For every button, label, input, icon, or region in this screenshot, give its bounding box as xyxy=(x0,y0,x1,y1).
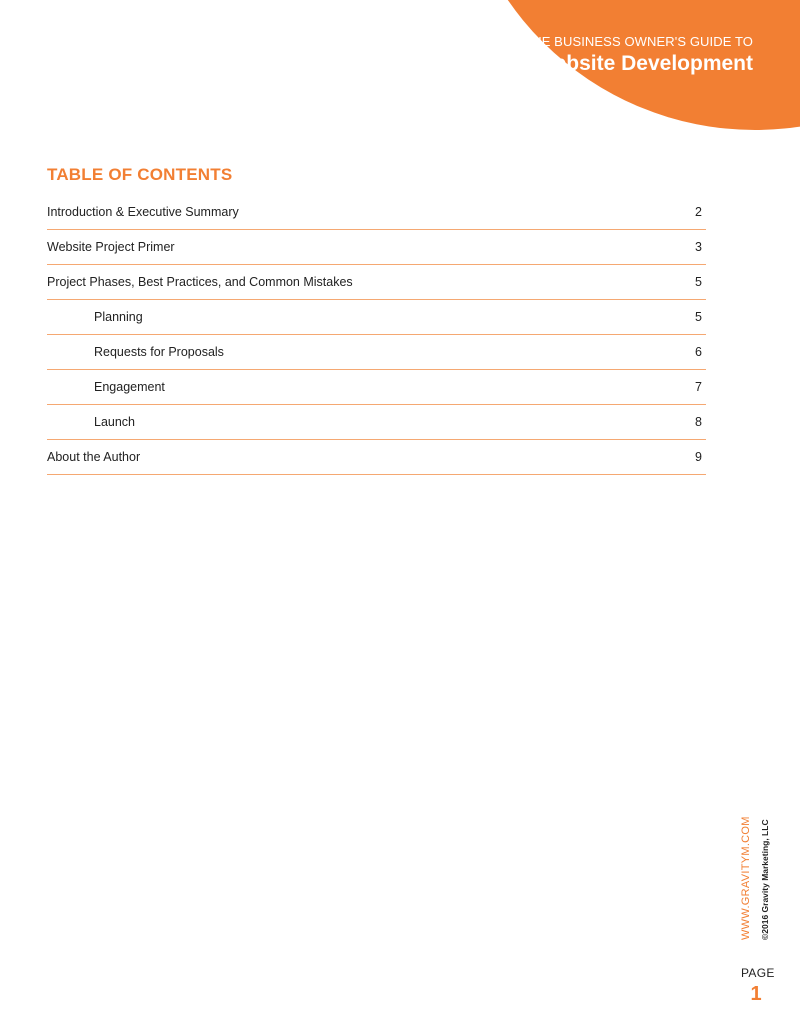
toc-entry[interactable] xyxy=(47,265,706,300)
toc-subentry[interactable] xyxy=(47,335,706,370)
header xyxy=(524,34,753,77)
website-url-link[interactable]: WWW.GRAVITYM.COM xyxy=(740,816,752,940)
page-label: PAGE xyxy=(741,966,775,980)
toc-entry-page: 2 xyxy=(695,205,702,219)
toc-entry-label: Launch xyxy=(94,415,136,429)
toc-entry[interactable] xyxy=(47,195,706,230)
toc-entry-label: About the Author xyxy=(47,450,141,464)
toc-entry[interactable] xyxy=(47,440,706,475)
toc-entry[interactable] xyxy=(47,230,706,265)
toc-entry-page: 8 xyxy=(695,415,702,429)
toc-entry-page: 9 xyxy=(695,450,702,464)
toc-entry-label: Project Phases, Best Practices, and Common Mistakes xyxy=(47,275,353,289)
toc-subentry[interactable] xyxy=(47,370,706,405)
toc-entry-page: 5 xyxy=(695,310,702,324)
toc-entry-page: 5 xyxy=(695,275,702,289)
toc-entry-label: Engagement xyxy=(94,380,165,394)
toc-subentry[interactable] xyxy=(47,300,706,335)
header-subtitle: THE BUSINESS OWNER'S GUIDE TO xyxy=(524,34,753,49)
toc-entry-label: Website Project Primer xyxy=(47,240,175,254)
toc-entry-label: Introduction & Executive Summary xyxy=(47,205,239,219)
toc-entry-page: 3 xyxy=(695,240,702,254)
toc-subentry[interactable] xyxy=(47,405,706,440)
toc-list xyxy=(47,195,706,475)
toc-entry-label: Requests for Proposals xyxy=(94,345,224,359)
toc-entry-page: 6 xyxy=(695,345,702,359)
toc-heading: TABLE OF CONTENTS xyxy=(47,165,233,184)
toc-entry-page: 7 xyxy=(695,380,702,394)
header-title: Website Development xyxy=(535,52,753,75)
toc-entry-label: Planning xyxy=(94,310,143,324)
copyright-notice: ©2016 Gravity Marketing, LLC xyxy=(760,819,770,940)
page-number: 1 xyxy=(750,983,762,1005)
